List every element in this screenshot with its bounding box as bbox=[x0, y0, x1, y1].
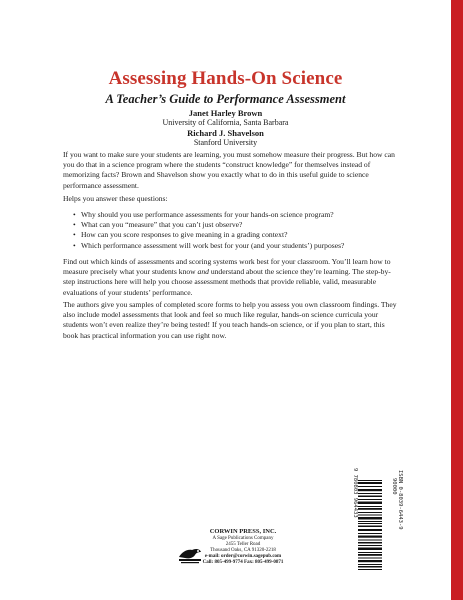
price-code: 90000 bbox=[391, 478, 397, 495]
book-subtitle: A Teacher’s Guide to Performance Assessment bbox=[105, 92, 346, 106]
publisher-email: e-mail: order@corwin.sagepub.com bbox=[204, 554, 282, 559]
list-item: • How can you score responses to give meaning in a grading context? bbox=[73, 230, 409, 240]
description-paragraph: The authors give you samples of completed score forms to help you assess you own classroom findings. They also include model assessments that look and feel so much like regular, hands-on science curricula your students won’t even realize they’re being tested! If you teach hands-on science, or if you plan to start, this book has practical information you can use right now. bbox=[63, 300, 397, 340]
description-paragraph: If you want to make sure your students are learning, you must somehow measure their progress. But how can you do that in a science program where the students “construct knowledge” for themselves instead of memorizing facts? Brown and Shavelson show you exactly what to do in this useful guide to science performance assessment. bbox=[63, 150, 395, 190]
author-affiliation: Stanford University bbox=[193, 138, 258, 147]
isbn-number: ISBN 0-8039-6443-9 bbox=[397, 470, 403, 530]
publisher-name: CORWIN PRESS, INC. bbox=[209, 528, 277, 535]
cover-edge-stripe bbox=[451, 0, 463, 600]
author-name: Janet Harley Brown bbox=[188, 108, 263, 118]
list-item: • Which performance assessment will work best for your (and your students’) purposes? bbox=[73, 241, 409, 251]
book-title: Assessing Hands-On Science bbox=[108, 68, 343, 89]
publisher-phone: Call: 805-499-9774 Fax: 805-499-0871 bbox=[202, 560, 284, 565]
ean-number: 9 780803 964433 bbox=[352, 468, 358, 518]
question-list bbox=[63, 210, 409, 251]
barcode-numbers bbox=[383, 470, 403, 580]
author-affiliation: University of California, Santa Barbara bbox=[162, 118, 289, 127]
list-item: • What can you “measure” that you can’t just observe? bbox=[73, 220, 409, 230]
questions-intro: Helps you answer these questions: bbox=[63, 194, 168, 203]
publisher-tagline: A Sage Publications Company bbox=[212, 536, 274, 541]
barcode bbox=[356, 478, 384, 572]
publisher-address: 2455 Teller Road bbox=[225, 542, 261, 547]
author-name: Richard J. Shavelson bbox=[187, 128, 264, 138]
list-item: • Why should you use performance assessments for your hands-on science program? bbox=[73, 210, 409, 220]
publisher-block bbox=[198, 528, 288, 566]
description-paragraph: Find out which kinds of assessments and scoring systems work best for your classroom. You’ll learn how to measure precisely what your students know and understand about the science they’re learning. The step-by-step instructions here will help you choose assessment methods that provide reliable, valid, measurable evaluations of your students’ performance. bbox=[63, 257, 391, 297]
publisher-address: Thousand Oaks, CA 91320-2218 bbox=[210, 548, 276, 553]
